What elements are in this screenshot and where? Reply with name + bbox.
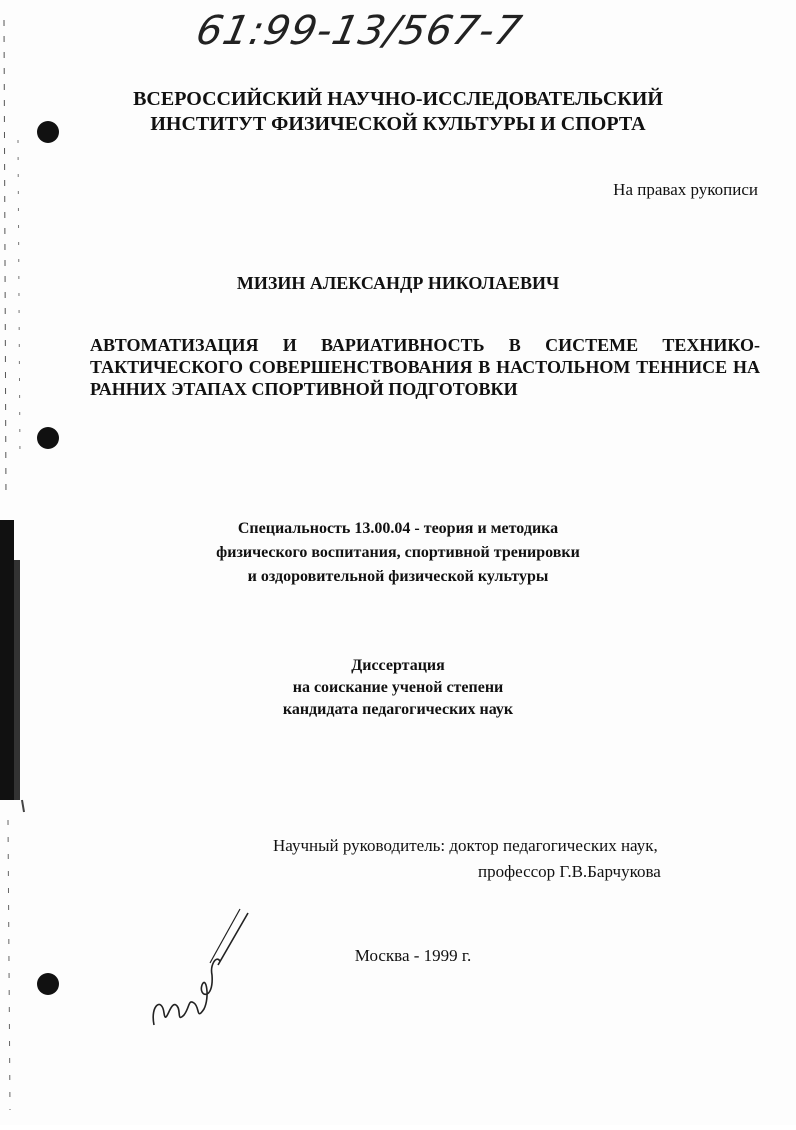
author-name: МИЗИН АЛЕКСАНДР НИКОЛАЕВИЧ	[236, 273, 560, 293]
binding-hole	[37, 427, 59, 449]
specialty-line: Специальность 13.00.04 - теория и методика	[237, 520, 559, 537]
degree-line: кандидата педагогических наук	[282, 701, 514, 718]
advisor-line: Научный руководитель: доктор педагогических наук,	[273, 836, 658, 855]
advisor-line: профессор Г.В.Барчукова	[478, 862, 661, 881]
degree-block	[0, 655, 796, 721]
institute-line: ВСЕРОССИЙСКИЙ НАУЧНО-ИССЛЕДОВАТЕЛЬСКИЙ	[133, 88, 663, 110]
manuscript-rights-note: На правах рукописи	[613, 180, 758, 199]
institute-line: ИНСТИТУТ ФИЗИЧЕСКОЙ КУЛЬТУРЫ И СПОРТА	[150, 113, 646, 135]
city-year: Москва - 1999 г.	[354, 946, 472, 965]
institute-name	[0, 87, 796, 137]
handwritten-archive-code: 61:99-13/567-7	[192, 8, 527, 54]
specialty-line: и оздоровительной физической культуры	[247, 568, 549, 585]
scientific-advisor	[273, 833, 743, 885]
handwritten-signature	[140, 905, 260, 1045]
degree-line: Диссертация	[351, 657, 445, 674]
degree-line: на соискание ученой степени	[292, 679, 504, 696]
dissertation-title: АВТОМАТИЗАЦИЯ И ВАРИАТИВНОСТЬ В СИСТЕМЕ ТЕХНИКО-ТАКТИЧЕСКОГО СОВЕРШЕНСТВОВАНИЯ В НАСТОЛЬНОМ ТЕННИСЕ НА РАННИХ ЭТАПАХ СПОРТИВНОЙ ПОДГОТОВКИ	[90, 335, 760, 399]
binding-hole	[37, 973, 59, 995]
specialty-line: физического воспитания, спортивной тренировки	[216, 544, 580, 561]
specialty-block	[0, 517, 796, 589]
